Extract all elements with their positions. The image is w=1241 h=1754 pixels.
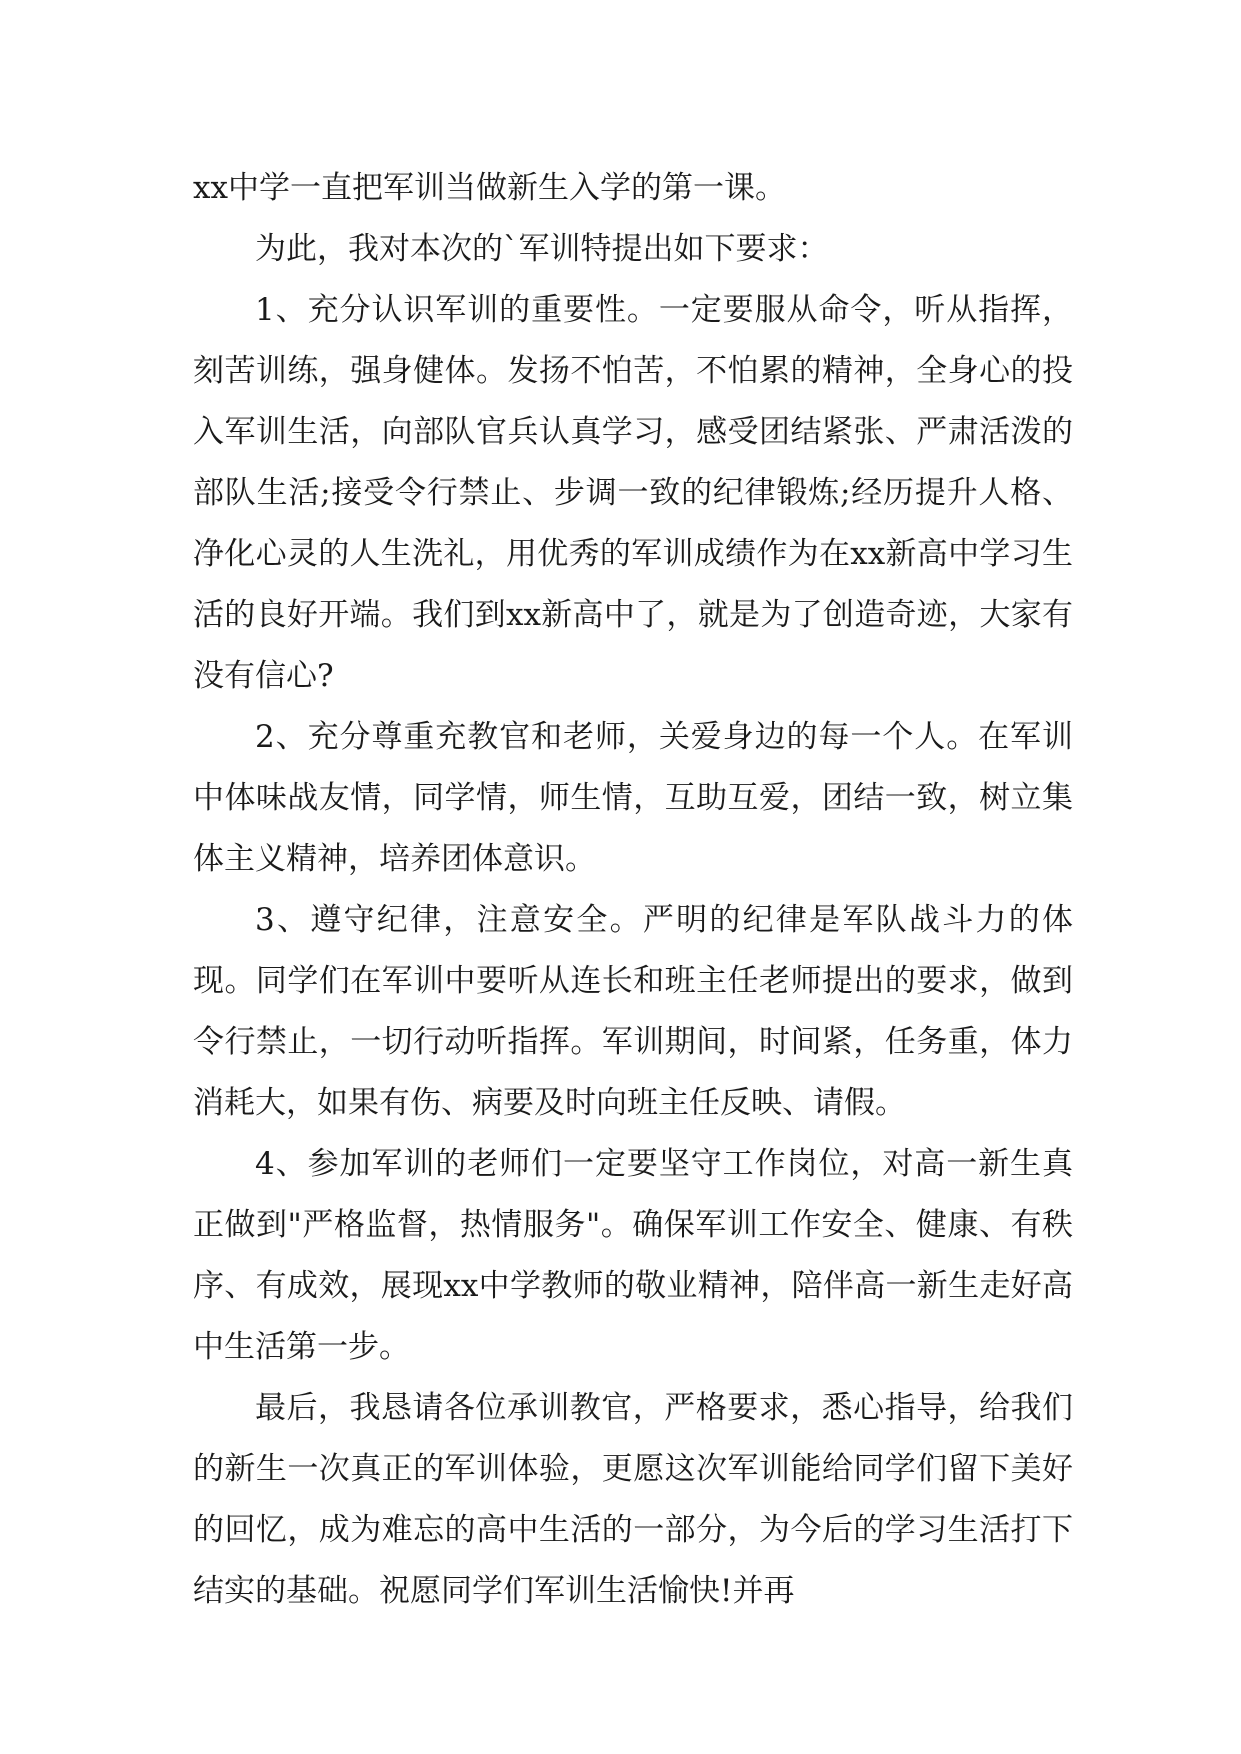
paragraph-requirement-2: 2、充分尊重充教官和老师，关爱身边的每一个人。在军训中体味战友情，同学情，师生情，互助互爱，团结一致，树立集体主义精神，培养团体意识。: [193, 719, 1073, 877]
paragraph-continuation: xx中学一直把军训当做新生入学的第一课。: [193, 170, 786, 206]
paragraph-intro-requirements: 为此，我对本次的`军训特提出如下要求：: [255, 231, 829, 267]
paragraph-requirement-4: 4、参加军训的老师们一定要坚守工作岗位，对高一新生真正做到"严格监督，热情服务"。确保军训工作安全、健康、有秩序、有成效，展现xx中学教师的敬业精神，陪伴高一新生走好高中生活第一步。: [193, 1146, 1073, 1365]
paragraph-requirement-3: 3、遵守纪律，注意安全。严明的纪律是军队战斗力的体现。同学们在军训中要听从连长和班主任老师提出的要求，做到令行禁止，一切行动听指挥。军训期间，时间紧，任务重，体力消耗大，如果有伤、病要及时向班主任反映、请假。: [193, 902, 1073, 1121]
paragraph-closing: 最后，我恳请各位承训教官，严格要求，悉心指导，给我们的新生一次真正的军训体验，更愿这次军训能给同学们留下美好的回忆，成为难忘的高中生活的一部分，为今后的学习生活打下结实的基础。祝愿同学们军训生活愉快!并再: [193, 1390, 1073, 1609]
paragraph-requirement-1: 1、充分认识军训的重要性。一定要服从命令，听从指挥，刻苦训练，强身健体。发扬不怕苦，不怕累的精神，全身心的投入军训生活，向部队官兵认真学习，感受团结紧张、严肃活泼的部队生活;接受令行禁止、步调一致的纪律锻炼;经历提升人格、净化心灵的人生洗礼，用优秀的军训成绩作为在xx新高中学习生活的良好开端。我们到xx新高中了，就是为了创造奇迹，大家有没有信心?: [193, 292, 1073, 694]
document-page: [193, 158, 1073, 1622]
